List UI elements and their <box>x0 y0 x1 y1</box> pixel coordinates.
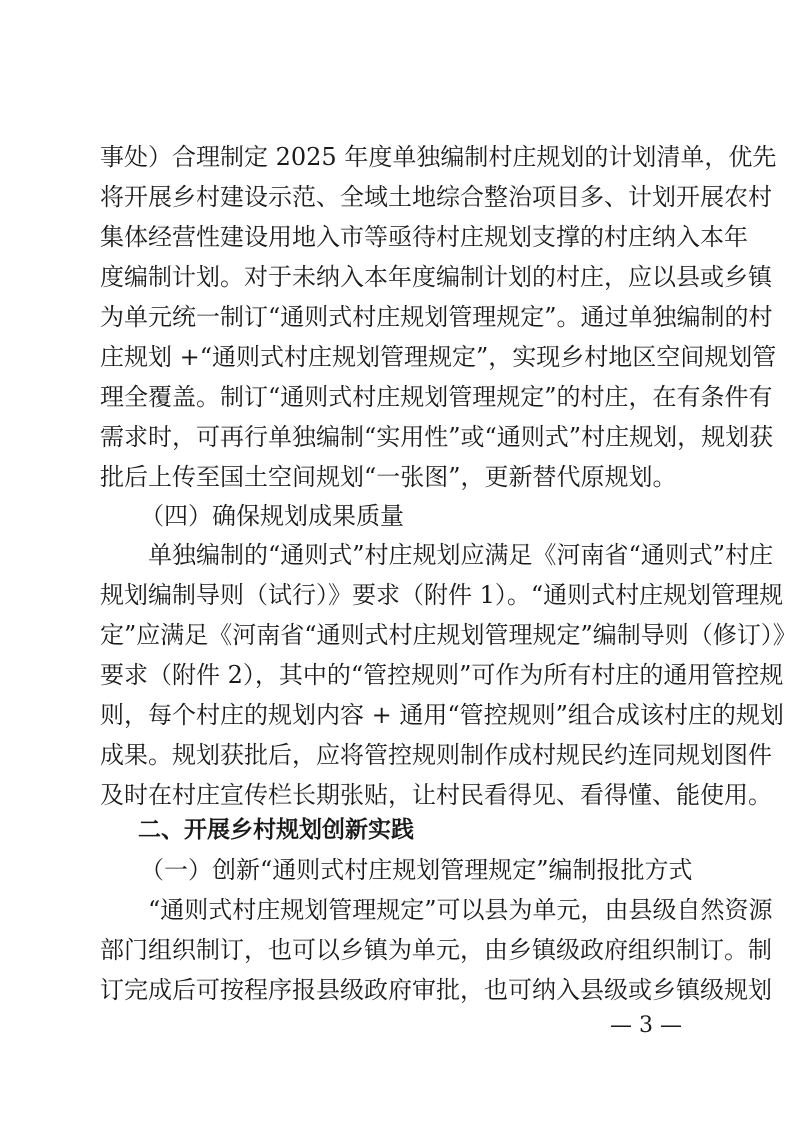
paragraph-line: 及时在村庄宣传栏长期张贴，让村民看得见、看得懂、能使用。 <box>100 781 772 809</box>
paragraph-line: 则，每个村庄的规划内容 + 通用“管控规则”组合成该村庄的规划 <box>100 701 784 729</box>
paragraph-line: 成果。规划获批后，应将管控规则制作成村规民约连同规划图件 <box>100 741 772 769</box>
section-heading-1: （一）创新“通则式村庄规划管理规定”编制报批方式 <box>140 856 693 884</box>
section-heading-4: （四）确保规划成果质量 <box>140 502 404 530</box>
chapter-heading-2: 二、开展乡村规划创新实践 <box>138 817 414 843</box>
paragraph-line: 订完成后可按程序报县级政府审批，也可纳入县级或乡镇级规划 <box>100 976 772 1004</box>
paragraph-line: 庄规划 +“通则式村庄规划管理规定”，实现乡村地区空间规划管 <box>100 343 777 371</box>
paragraph-line: 集体经营性建设用地入市等亟待村庄规划支撑的村庄纳入本年 <box>100 223 748 251</box>
paragraph-line: 需求时，可再行单独编制“实用性”或“通则式”村庄规划，规划获 <box>100 423 774 451</box>
paragraph-line: 批后上传至国土空间规划“一张图”，更新替代原规划。 <box>100 463 677 491</box>
paragraph-line: 定”应满足《河南省“通则式村庄规划管理规定”编制导则（修订）》 <box>100 621 797 649</box>
paragraph-line: 事处）合理制定 2025 年度单独编制村庄规划的计划清单，优先 <box>100 143 777 171</box>
paragraph-line: 单独编制的“通则式”村庄规划应满足《河南省“通则式”村庄 <box>148 541 774 569</box>
page-number: — 3 — <box>610 1013 682 1038</box>
paragraph-line: 为单元统一制订“通则式村庄规划管理规定”。通过单独编制的村 <box>100 303 773 331</box>
paragraph-line: 部门组织制订，也可以乡镇为单元，由乡镇级政府组织制订。制 <box>100 936 772 964</box>
paragraph-line: 将开展乡村建设示范、全域土地综合整治项目多、计划开展农村 <box>100 183 772 211</box>
paragraph-line: 规划编制导则（试行）》要求（附件 1）。“通则式村庄规划管理规 <box>100 581 784 609</box>
paragraph-line: 理全覆盖。制订“通则式村庄规划管理规定”的村庄，在有条件有 <box>100 383 773 411</box>
paragraph-line: 度编制计划。对于未纳入本年度编制计划的村庄，应以县或乡镇 <box>100 263 772 291</box>
paragraph-line: “通则式村庄规划管理规定”可以县为单元，由县级自然资源 <box>148 896 773 924</box>
paragraph-line: 要求（附件 2），其中的“管控规则”可作为所有村庄的通用管控规 <box>100 661 784 689</box>
